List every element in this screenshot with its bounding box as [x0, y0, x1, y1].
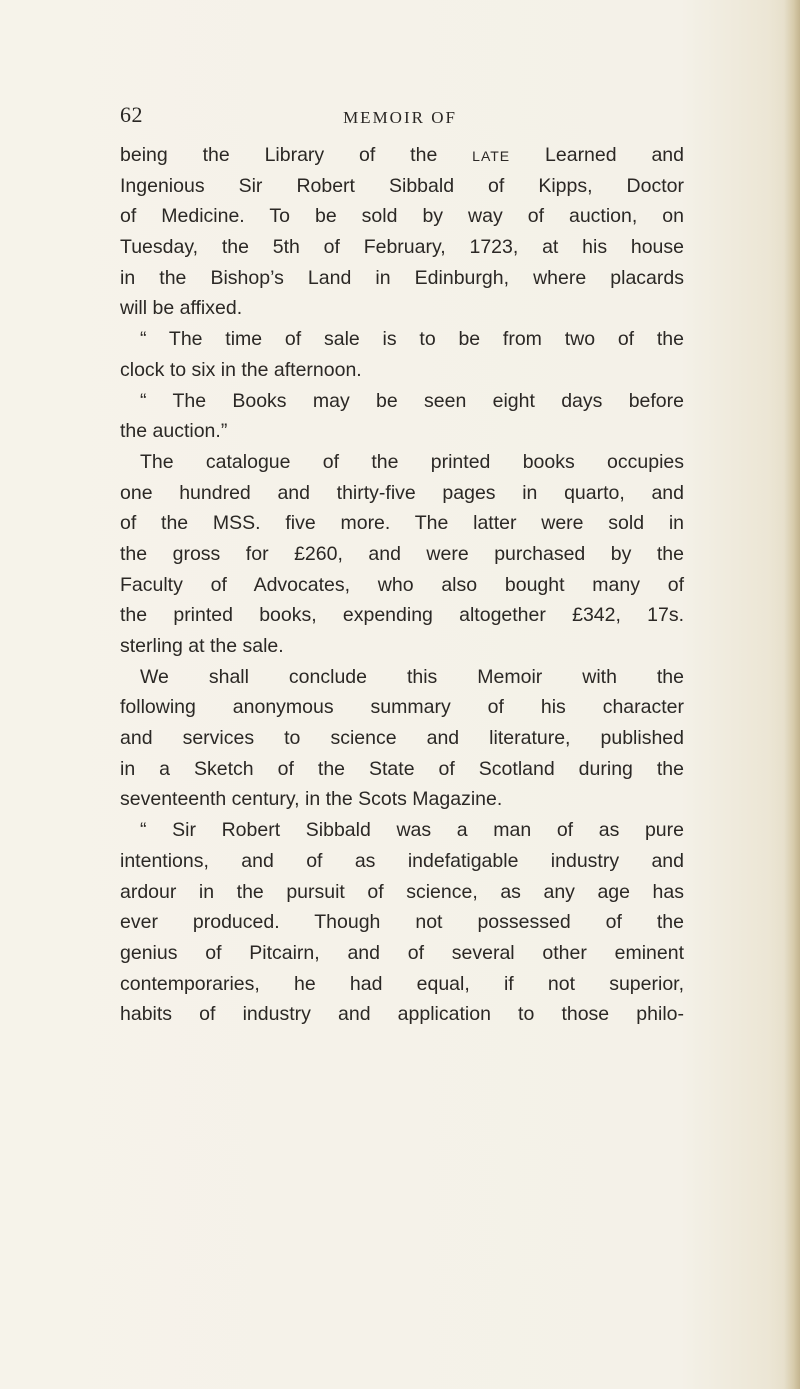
text-line: contemporaries, he had equal, if not superior, [120, 972, 684, 995]
text-line: clock to six in the afternoon. [120, 358, 362, 381]
text-line: seventeenth century, in the Scots Magazine. [120, 788, 503, 811]
text-line: “ Sir Robert Sibbald was a man of as pure [140, 819, 684, 842]
text-line: will be affixed. [120, 297, 243, 320]
text-line: habits of industry and application to those philo- [120, 1003, 684, 1026]
text-line: Ingenious Sir Robert Sibbald of Kipps, Doctor [120, 174, 684, 197]
text-line: of the MSS. five more. The latter were sold in [120, 512, 684, 535]
text-line: the printed books, expending altogether £342, 17s. [120, 604, 684, 627]
text-line: “ The Books may be seen eight days before [140, 389, 684, 412]
smallcaps-word: late [472, 144, 511, 166]
text-line: ever produced. Though not possessed of the [120, 911, 684, 934]
text-line: and services to science and literature, published [120, 727, 684, 750]
body-text [120, 140, 684, 1030]
page-header [120, 100, 680, 130]
text-line: genius of Pitcairn, and of several other eminent [120, 941, 684, 964]
running-head: MEMOIR OF [343, 108, 457, 127]
text-line: of Medicine. To be sold by way of auction, on [120, 205, 684, 228]
text-line: the gross for £260, and were purchased by the [120, 542, 684, 565]
text-line: intentions, and of as indefatigable industry and [120, 849, 684, 872]
text-line: Tuesday, the 5th of February, 1723, at his house [120, 236, 684, 259]
text-line: the auction.” [120, 420, 228, 443]
text-line: Faculty of Advocates, who also bought many of [120, 573, 684, 596]
text-line: one hundred and thirty-five pages in quarto, and [120, 481, 684, 504]
text-line: in a Sketch of the State of Scotland during the [120, 757, 684, 780]
text-line: being the Library of the late Learned and [120, 144, 685, 166]
text-line: following anonymous summary of his character [120, 696, 684, 719]
text-line: ardour in the pursuit of science, as any age has [120, 880, 684, 903]
text-line: “ The time of sale is to be from two of the [140, 328, 684, 351]
text-line: in the Bishop’s Land in Edinburgh, where placards [120, 266, 684, 289]
page-binding-shadow [784, 0, 800, 1389]
text-line: We shall conclude this Memoir with the [140, 665, 684, 688]
page-number: 62 [120, 102, 143, 127]
text-line: The catalogue of the printed books occupies [140, 450, 684, 473]
text-line: sterling at the sale. [120, 635, 284, 657]
